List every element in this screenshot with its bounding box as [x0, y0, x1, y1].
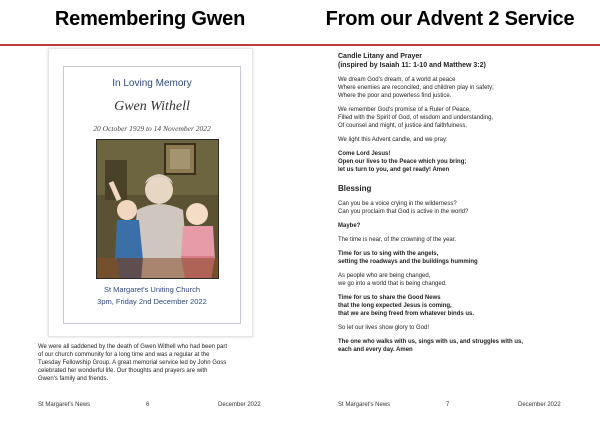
heading-rule-left — [0, 44, 300, 46]
blessing-line: So let our lives show glory to God! — [338, 325, 430, 331]
blessing-line: we go into a world that is being changed. — [338, 281, 447, 287]
memorial-text-line: Tuesday Fellowship Group. A great memorial service led by John Goss — [38, 360, 227, 366]
family-photo-illustration — [97, 140, 219, 279]
memorial-card — [63, 66, 241, 324]
litany-line: Filled with the Spirit of God, of wisdom and understanding, — [338, 115, 494, 121]
blessing-line: that the long expected Jesus is coming, — [338, 303, 452, 309]
blessing-response — [338, 222, 588, 230]
blessing-line: that we are being freed from whatever binds us. — [338, 311, 475, 317]
card-in-loving-memory: In Loving Memory — [112, 78, 192, 89]
page-heading-left: Remembering Gwen — [54, 8, 246, 30]
memorial-text-line: of our church community for a long time and was a regular at the — [38, 352, 210, 358]
service-text — [338, 52, 588, 360]
litany-line: Where the poor and powerless find justice. — [338, 93, 452, 99]
memorial-text-line: We were all saddened by the death of Gwen Withell who had been part — [38, 344, 228, 350]
blessing-response — [338, 294, 588, 318]
blessing-line: Time for us to share the Good News — [338, 295, 441, 301]
heading-rule-right — [300, 44, 600, 46]
blessing-line: each and every day. Amen — [338, 347, 413, 353]
footer-date-right: December 2022 — [518, 402, 561, 408]
litany-line: We light this Advent candle, and we pray: — [338, 137, 448, 143]
memorial-card-scan — [48, 48, 253, 337]
page-heading-right: From our Advent 2 Service — [325, 8, 575, 30]
blessing-line: Time for us to sing with the angels, — [338, 251, 439, 257]
blessing-line: setting the roadways and the buildings humming — [338, 259, 478, 265]
blessing-line: The time is near, of the crowning of the year. — [338, 237, 457, 243]
footer-page-number-right: 7 — [446, 402, 450, 408]
card-dates: 20 October 1929 to 14 November 2022 — [93, 124, 211, 133]
card-church: St Margaret's Uniting Church — [103, 285, 201, 294]
blessing-line: Maybe? — [338, 223, 361, 229]
family-photo — [96, 139, 219, 279]
litany-line: Come Lord Jesus! — [338, 151, 391, 157]
litany-paragraph — [338, 136, 588, 144]
litany-line: Open our lives to the Peace which you bring; — [338, 159, 467, 165]
footer-publication-left: St Margaret's News — [38, 402, 91, 408]
memorial-text-line: celebrated her wonderful life. Our thoughts and prayers are with — [38, 368, 208, 374]
blessing-line: As people who are being changed, — [338, 273, 431, 279]
blessing-paragraph — [338, 272, 588, 288]
card-name: Gwen Withell — [114, 99, 190, 114]
litany-title-line: (inspired by Isaiah 11: 1-10 and Matthew 3:2) — [338, 62, 486, 69]
footer-page-number-left: 6 — [146, 402, 150, 408]
litany-line: Of counsel and might, of justice and faithfulness. — [338, 123, 468, 129]
litany-title — [338, 52, 588, 70]
blessing-paragraph — [338, 324, 588, 332]
memorial-text-line: Gwen's family and friends. — [38, 376, 109, 382]
litany-response — [338, 150, 588, 174]
memorial-text — [38, 343, 283, 383]
blessing-paragraph — [338, 236, 588, 244]
card-service-time: 3pm, Friday 2nd December 2022 — [97, 297, 207, 306]
blessing-response — [338, 338, 588, 354]
blessing-response — [338, 250, 588, 266]
litany-line: let us turn to you, and get ready! Amen — [338, 167, 450, 173]
blessing-paragraph — [338, 200, 588, 216]
litany-line: We dream God's dream, of a world at peace — [338, 77, 456, 83]
blessing-title: Blessing — [338, 184, 372, 193]
litany-title-line: Candle Litany and Prayer — [338, 53, 423, 60]
blessing-line: The one who walks with us, sings with us, and struggles with us, — [338, 339, 524, 345]
litany-line: We remember God's promise of a Ruler of Peace, — [338, 107, 471, 113]
right-page — [300, 0, 600, 424]
blessing-line: Can you be a voice crying in the wilderness? — [338, 201, 457, 207]
litany-line: Where enemies are reconciled, and children play in safety; — [338, 85, 494, 91]
footer-publication-right: St Margaret's News — [338, 402, 391, 408]
litany-paragraph — [338, 106, 588, 130]
litany-paragraph — [338, 76, 588, 100]
blessing-line: Can you proclaim that God is active in the world? — [338, 209, 469, 215]
footer-date-left: December 2022 — [218, 402, 261, 408]
